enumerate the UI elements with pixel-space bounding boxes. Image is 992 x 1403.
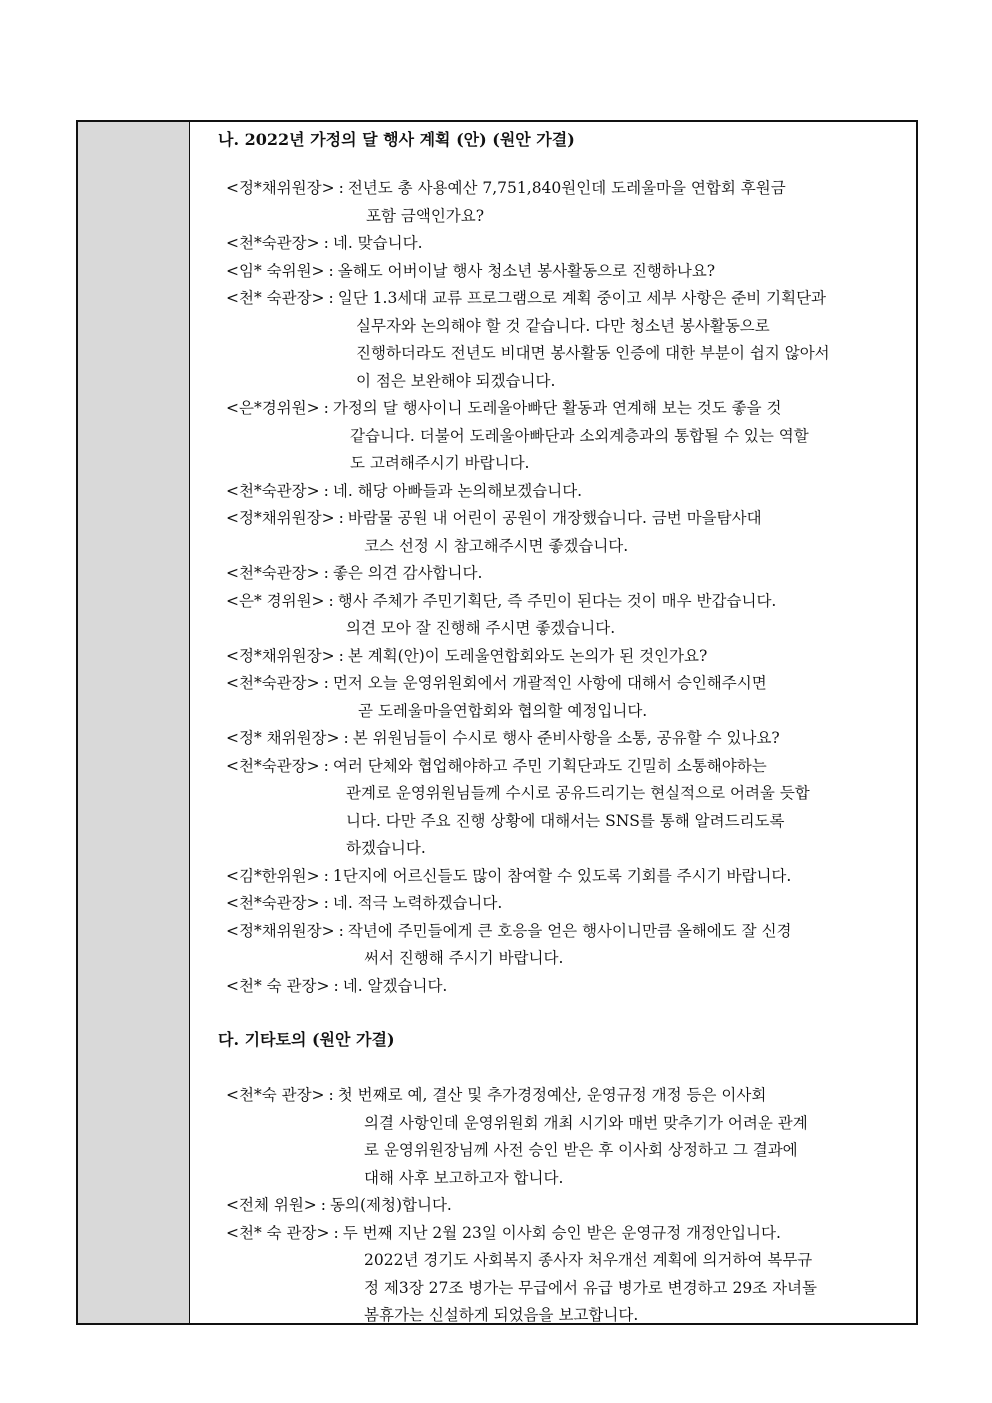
minutes-line <box>226 945 912 973</box>
statement-text: 먼저 오늘 운영위원회에서 개괄적인 사항에 대해서 승인해주시면 <box>332 674 767 692</box>
document-table <box>76 120 918 1325</box>
speaker-name: <정*채위원장> <box>226 646 335 665</box>
section-heading: 다. 기타토의 (원안 가결) <box>218 1030 395 1049</box>
statement-text: 실무자와 논의해야 할 것 같습니다. 다만 청소년 봉사활동으로 <box>356 316 770 335</box>
statement-text: 하겠습니다. <box>346 839 426 857</box>
statement-text: 본 위원님들이 수시로 행사 준비사항을 소통, 공유할 수 있나요? <box>352 729 780 747</box>
minutes-line <box>226 368 912 396</box>
statement-text: 동의(제청)합니다. <box>330 1196 452 1214</box>
minutes-line <box>226 1082 912 1110</box>
speaker-colon: : <box>343 729 349 747</box>
minutes-line <box>226 505 912 533</box>
minutes-line <box>226 533 912 561</box>
speaker-name: <천*숙관장> <box>226 756 320 775</box>
minutes-line <box>226 863 912 891</box>
statement-text: 의결 사항인데 운영위원회 개최 시기와 매번 맞추기가 어려운 관계 <box>364 1113 808 1132</box>
minutes-line <box>226 1247 912 1275</box>
section-heading: 나. 2022년 가정의 달 행사 계획 (안) (원안 가결) <box>218 130 575 149</box>
statement-text: 진행하더라도 전년도 비대면 봉사활동 인증에 대한 부분이 쉽지 않아서 <box>356 344 830 362</box>
minutes-line <box>226 1302 912 1330</box>
statement-text: 코스 선정 시 참고해주시면 좋겠습니다. <box>364 536 629 555</box>
minutes-entry <box>226 230 912 258</box>
minutes-line <box>226 560 912 588</box>
statement-text: 도 고려해주시기 바랍니다. <box>350 454 530 472</box>
minutes-entry <box>226 863 912 891</box>
speaker-colon: : <box>323 399 329 417</box>
speaker-name: <정* 채위원장> <box>226 729 340 747</box>
speaker-name: <김*한위원> <box>226 866 320 885</box>
speaker-name: <천*숙관장> <box>226 674 320 692</box>
statement-text: 의견 모아 잘 진행해 주시면 좋겠습니다. <box>346 619 616 637</box>
minutes-line <box>226 1275 912 1303</box>
statement-text: 가정의 달 행사이니 도레울아빠단 활동과 연계해 보는 것도 좋을 것 <box>332 399 782 417</box>
speaker-name: <천*숙 관장> <box>226 1086 325 1104</box>
minutes-entry <box>226 890 912 918</box>
statement-text: 포함 금액인가요? <box>366 206 485 225</box>
minutes-line <box>226 1192 912 1220</box>
speaker-colon: : <box>328 1086 334 1104</box>
speaker-colon: : <box>320 1196 327 1214</box>
speaker-colon: : <box>323 234 329 252</box>
statement-text: 2022년 경기도 사회복지 종사자 처우개선 계획에 의거하여 복무규 <box>364 1251 813 1269</box>
minutes-line <box>226 175 912 203</box>
statement-text: 네. 알겠습니다. <box>342 976 448 995</box>
speaker-name: <은* 경위원> <box>226 591 325 610</box>
statement-text: 첫 번째로 예, 결산 및 추가경정예산, 운영규정 개정 등은 이사회 <box>337 1086 767 1104</box>
statement-text: 니다. 다만 주요 진행 상황에 대해서는 SNS를 통해 알려드리도록 <box>346 811 785 830</box>
minutes-entry <box>226 1192 912 1220</box>
statement-text: 행사 주체가 주민기획단, 즉 주민이 된다는 것이 매우 반갑습니다. <box>337 591 777 610</box>
minutes-entry <box>226 670 912 725</box>
minutes-entry <box>226 1082 912 1192</box>
minutes-line <box>226 698 912 726</box>
speaker-colon: : <box>323 481 329 500</box>
statement-text: 곧 도레울마을연합회와 협의할 예정입니다. <box>358 701 648 720</box>
minutes-line <box>226 395 912 423</box>
speaker-colon: : <box>338 646 344 665</box>
minutes-line <box>226 450 912 478</box>
speaker-colon: : <box>328 289 334 307</box>
speaker-name: <천*숙관장> <box>226 234 320 252</box>
minutes-line <box>226 835 912 863</box>
minutes-entry <box>226 753 912 863</box>
statement-text: 정 제3장 27조 병가는 무급에서 유급 병가로 변경하고 29조 자녀돌 <box>364 1278 818 1297</box>
minutes-line <box>226 1110 912 1138</box>
minutes-entry <box>226 285 912 395</box>
statement-text: 바람물 공원 내 어린이 공원이 개장했습니다. 금번 마을탐사대 <box>347 509 762 527</box>
statement-text: 일단 1.3세대 교류 프로그램으로 계획 중이고 세부 사항은 준비 기획단과 <box>337 289 827 307</box>
speaker-colon: : <box>333 976 339 995</box>
speaker-colon: : <box>338 921 344 940</box>
statement-text: 써서 진행해 주시기 바랍니다. <box>364 949 564 967</box>
statement-text: 좋은 의견 감사합니다. <box>332 564 483 582</box>
minutes-line <box>226 643 912 671</box>
minutes-line <box>226 808 912 836</box>
speaker-colon: : <box>323 866 329 885</box>
minutes-line <box>226 890 912 918</box>
minutes-line <box>226 973 912 1001</box>
minutes-entry <box>226 1220 912 1330</box>
speaker-colon: : <box>323 756 329 775</box>
speaker-name: <천*숙관장> <box>226 894 320 912</box>
statement-text: 이 점은 보완해야 되겠습니다. <box>356 371 556 390</box>
speaker-name: <천*숙관장> <box>226 481 320 500</box>
speaker-name: <임* 숙위원> <box>226 261 325 280</box>
speaker-name: <천* 숙 관장> <box>226 976 330 995</box>
minutes-line <box>226 423 912 451</box>
minutes-line <box>226 780 912 808</box>
speaker-name: <천* 숙관장> <box>226 289 325 307</box>
minutes-line <box>226 1165 912 1193</box>
table-left-column <box>78 122 190 1323</box>
minutes-line <box>226 230 912 258</box>
minutes-line <box>226 588 912 616</box>
minutes-entry <box>226 175 912 230</box>
minutes-entry <box>226 505 912 560</box>
speaker-name: <은*경위원> <box>226 399 320 417</box>
speaker-colon: : <box>323 894 329 912</box>
minutes-line <box>226 753 912 781</box>
statement-text: 봄휴가는 신설하게 되었음을 보고합니다. <box>364 1306 639 1324</box>
statement-text: 1단지에 어르신들도 많이 참여할 수 있도록 기회를 주시기 바랍니다. <box>332 866 792 885</box>
statement-text: 네. 적극 노력하겠습니다. <box>332 894 503 912</box>
minutes-entry <box>226 643 912 671</box>
speaker-colon: : <box>323 564 329 582</box>
minutes-entry <box>226 918 912 973</box>
minutes-line <box>226 918 912 946</box>
speaker-colon: : <box>323 674 329 692</box>
speaker-colon: : <box>338 179 344 197</box>
speaker-colon: : <box>338 509 344 527</box>
statement-text: 전년도 총 사용예산 7,751,840원인데 도레울마을 연합회 후원금 <box>347 179 786 197</box>
speaker-name: <천*숙관장> <box>226 564 320 582</box>
minutes-line <box>226 725 912 753</box>
minutes-line <box>226 258 912 286</box>
minutes-line <box>226 313 912 341</box>
minutes-line <box>226 285 912 313</box>
speaker-colon: : <box>328 591 334 610</box>
speaker-colon: : <box>333 1223 339 1242</box>
minutes-entry <box>226 395 912 478</box>
minutes-line <box>226 615 912 643</box>
minutes-line <box>226 478 912 506</box>
minutes-entry <box>226 560 912 588</box>
speaker-name: <정*채위원장> <box>226 509 335 527</box>
statement-text: 네. 해당 아빠들과 논의해보겠습니다. <box>332 481 583 500</box>
minutes-line <box>226 340 912 368</box>
statement-text: 관계로 운영위원님들께 수시로 공유드리기는 현실적으로 어려울 듯합 <box>346 784 810 802</box>
table-content-cell <box>190 122 916 1323</box>
minutes-line <box>226 670 912 698</box>
minutes-line <box>226 203 912 231</box>
statement-text: 같습니다. 더불어 도레울아빠단과 소외계층과의 통합될 수 있는 역할 <box>350 426 809 445</box>
statement-text: 로 운영위원장님께 사전 승인 받은 후 이사회 상정하고 그 결과에 <box>364 1141 798 1159</box>
speaker-name: <전체 위원> <box>226 1196 317 1214</box>
speaker-name: <천* 숙 관장> <box>226 1223 330 1242</box>
minutes-line <box>226 1220 912 1248</box>
minutes-entry <box>226 725 912 753</box>
statement-text: 대해 사후 보고하고자 합니다. <box>364 1168 564 1187</box>
speaker-name: <정*채위원장> <box>226 179 335 197</box>
minutes-entry <box>226 973 912 1001</box>
speaker-name: <정*채위원장> <box>226 921 335 940</box>
minutes-entry <box>226 258 912 286</box>
minutes-entry <box>226 588 912 643</box>
statement-text: 두 번째 지난 2월 23일 이사회 승인 받은 운영규정 개정안입니다. <box>342 1223 781 1242</box>
statement-text: 본 계획(안)이 도레울연합회와도 논의가 된 것인가요? <box>347 646 708 665</box>
statement-text: 네. 맞습니다. <box>332 234 423 252</box>
statement-text: 작년에 주민들에게 큰 호응을 얻은 행사이니만큼 올해에도 잘 신경 <box>347 921 792 940</box>
statement-text: 여러 단체와 협업해야하고 주민 기획단과도 긴밀히 소통해야하는 <box>332 756 767 775</box>
speaker-colon: : <box>328 261 334 280</box>
minutes-line <box>226 1137 912 1165</box>
minutes-entry <box>226 478 912 506</box>
statement-text: 올해도 어버이날 행사 청소년 봉사활동으로 진행하나요? <box>337 261 716 280</box>
